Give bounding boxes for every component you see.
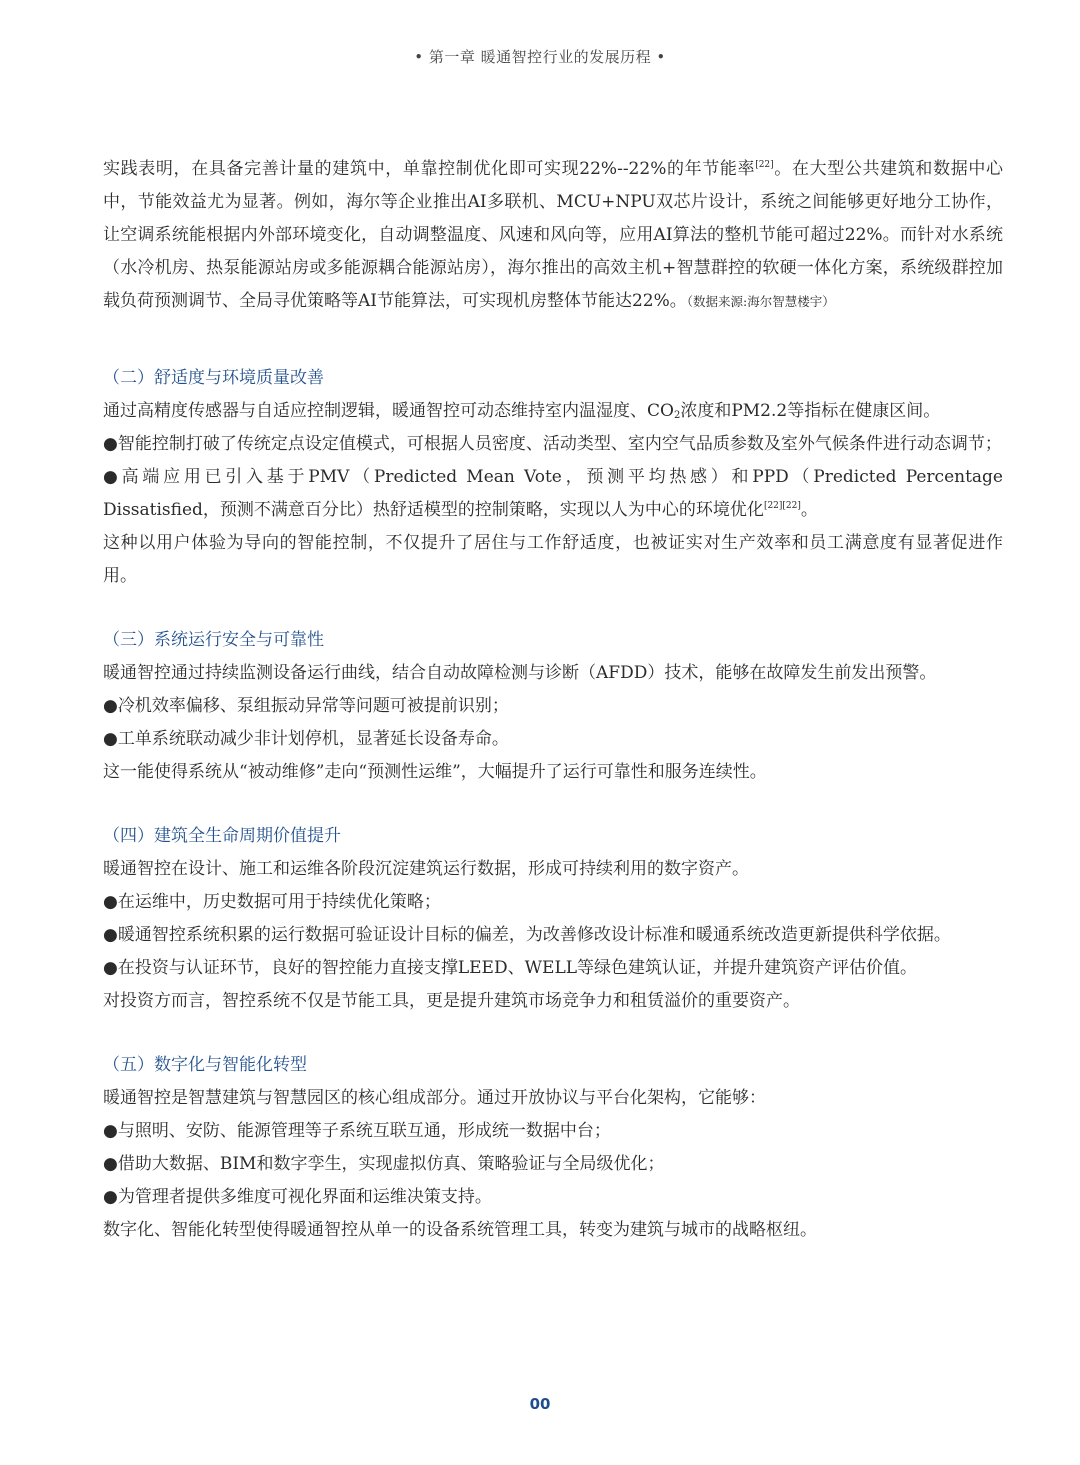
citation-ref: [22] (755, 160, 774, 170)
page-number: 00 (529, 1395, 551, 1413)
section-lead: 暖通智控在设计、施工和运维各阶段沉淀建筑运行数据，形成可持续利用的数字资产。 (103, 859, 749, 879)
intro-paragraph (103, 153, 1003, 318)
lead-text-cont: 浓度和PM2.2等指标在健康区间。 (680, 401, 941, 421)
section-closing: 数字化、智能化转型使得暖通智控从单一的设备系统管理工具，转变为建筑与城市的战略枢纽。 (103, 1220, 817, 1240)
bullet-text-end: 。 (800, 500, 818, 520)
bullet-item: ●工单系统联动减少非计划停机，显著延长设备寿命。 (103, 729, 509, 749)
section-lead: 暖通智控通过持续监测设备运行曲线，结合自动故障检测与诊断（AFDD）技术，能够在故障发生前发出预警。 (103, 663, 937, 683)
bullet-item: ●暖通智控系统积累的运行数据可验证设计目标的偏差，为改善修改设计标准和暖通系统改造更新提供科学依据。 (103, 925, 951, 945)
bullet-item: ●在投资与认证环节，良好的智控能力直接支撑LEED、WELL等绿色建筑认证，并提升建筑资产评估价值。 (103, 958, 918, 978)
page-content (103, 153, 1003, 1247)
bullet-item: ●与照明、安防、能源管理等子系统互联互通，形成统一数据中台； (103, 1121, 611, 1141)
intro-text-part1: 实践表明，在具备完善计量的建筑中，单靠控制优化即可实现22%--22%的年节能率 (103, 159, 756, 179)
bullet-item: ●为管理者提供多维度可视化界面和运维决策支持。 (103, 1187, 492, 1207)
bullet-item (103, 461, 1003, 527)
section-closing: 这一能使得系统从“被动维修”走向“预测性运维”，大幅提升了运行可靠性和服务连续性。 (103, 762, 767, 782)
section-closing: 对投资方而言，智控系统不仅是节能工具，更是提升建筑市场竞争力和租赁溢价的重要资产。 (103, 991, 800, 1011)
bullet-item: ●在运维中，历史数据可用于持续优化策略； (103, 892, 441, 912)
citation-ref: [22][22] (763, 501, 801, 511)
section-heading-lifecycle: （四）建筑全生命周期价值提升 (103, 826, 341, 846)
section-closing: 这种以用户体验为导向的智能控制，不仅提升了居住与工作舒适度，也被证实对生产效率和员工满意度有显著促进作用。 (103, 533, 1003, 586)
bullet-item: ●借助大数据、BIM和数字孪生，实现虚拟仿真、策略验证与全局级优化； (103, 1154, 665, 1174)
intro-text-part2: 。在大型公共建筑和数据中心中，节能效益尤为显著。例如，海尔等企业推出AI多联机、MCU+NPU双芯片设计，系统之间能够更好地分工协作，让空调系统能根据内外部环境变化，自动调整温度、风速和风向等，应用AI算法的整机节能可超过22%。而针对水系统（水冷机房、热泵能源站房或多能源耦合能源站房），海尔推出的高效主机+智慧群控的软硬一体化方案，系统级群控加载负荷预测调节、全局寻优策略等AI节能算法，可实现机房整体节能达22%。 (103, 159, 1003, 311)
running-header: • 第一章 暖通智控行业的发展历程 • (414, 48, 666, 66)
section-lead: 暖通智控是智慧建筑与智慧园区的核心组成部分。通过开放协议与平台化架构，它能够： (103, 1088, 766, 1108)
lead-text: 通过高精度传感器与自适应控制逻辑，暖通智控可动态维持室内温湿度、CO (103, 401, 674, 421)
bullet-item: ●冷机效率偏移、泵组振动异常等问题可被提前识别； (103, 696, 509, 716)
section-heading-reliability: （三）系统运行安全与可靠性 (103, 630, 324, 650)
section-lead (103, 395, 1003, 428)
bullet-text: ●高端应用已引入基于PMV（Predicted Mean Vote，预测平均热感）和PPD（Predicted Percentage Dissatisfied，预测不满意百分比）热舒适模型的控制策略，实现以人为中心的环境优化 (103, 467, 1003, 520)
subscript: 2 (673, 410, 681, 421)
bullet-item: ●智能控制打破了传统定点设定值模式，可根据人员密度、活动类型、室内空气品质参数及室外气候条件进行动态调节； (103, 434, 1002, 454)
section-heading-digital: （五）数字化与智能化转型 (103, 1055, 307, 1075)
section-heading-comfort: （二）舒适度与环境质量改善 (103, 368, 324, 388)
source-note: （数据来源:海尔智慧楼宇） (686, 294, 835, 309)
